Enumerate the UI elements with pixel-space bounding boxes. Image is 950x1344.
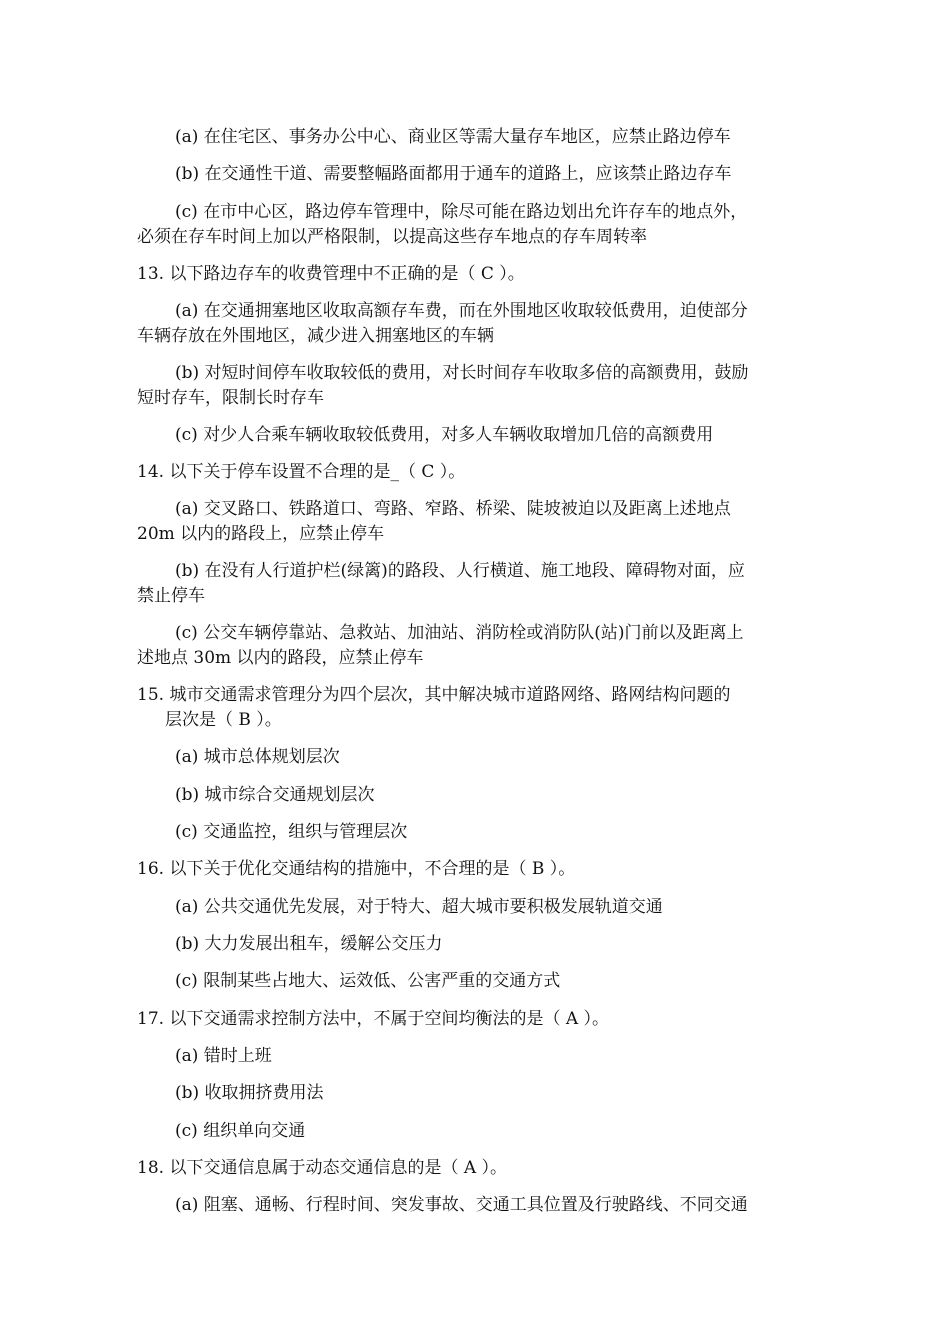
option-line: (b) 对短时间停车收取较低的费用，对长时间存车收取多倍的高额费用，鼓励 xyxy=(175,363,749,383)
option-line: (b) 城市综合交通规划层次 xyxy=(175,785,375,805)
continuation-line: 必须在存车时间上加以严格限制，以提高这些存车地点的存车周转率 xyxy=(137,227,647,247)
option-line: (b) 大力发展出租车，缓解公交压力 xyxy=(175,934,443,954)
question-continuation: 层次是（ B ）。 xyxy=(165,710,282,730)
option-line: (b) 收取拥挤费用法 xyxy=(175,1083,324,1103)
option-line: (c) 公交车辆停靠站、急救站、加油站、消防栓或消防队(站)门前以及距离上 xyxy=(175,623,744,643)
option-line: (c) 限制某些占地大、运效低、公害严重的交通方式 xyxy=(175,971,561,991)
continuation-line: 20m 以内的路段上，应禁止停车 xyxy=(137,524,385,544)
option-line: (b) 在交通性干道、需要整幅路面都用于通车的道路上，应该禁止路边存车 xyxy=(175,164,732,184)
question-18: 18. 以下交通信息属于动态交通信息的是（ A ）。 xyxy=(137,1158,508,1178)
option-line: (c) 对少人合乘车辆收取较低费用，对多人车辆收取增加几倍的高额费用 xyxy=(175,425,714,445)
question-17: 17. 以下交通需求控制方法中，不属于空间均衡法的是（ A ）。 xyxy=(137,1009,610,1029)
question-14: 14. 以下关于停车设置不合理的是_（ C ）。 xyxy=(137,462,466,482)
question-13: 13. 以下路边存车的收费管理中不正确的是（ C ）。 xyxy=(137,264,525,284)
continuation-line: 车辆存放在外围地区，减少进入拥塞地区的车辆 xyxy=(137,326,494,346)
option-line: (c) 组织单向交通 xyxy=(175,1121,306,1141)
continuation-line: 禁止停车 xyxy=(137,586,205,606)
option-line: (a) 城市总体规划层次 xyxy=(175,747,340,767)
continuation-line: 述地点 30m 以内的路段，应禁止停车 xyxy=(137,648,424,668)
option-line: (a) 在住宅区、事务办公中心、商业区等需大量存车地区，应禁止路边停车 xyxy=(175,127,731,147)
option-line: (a) 错时上班 xyxy=(175,1046,272,1066)
option-line: (a) 公共交通优先发展，对于特大、超大城市要积极发展轨道交通 xyxy=(175,897,663,917)
option-line: (a) 阻塞、通畅、行程时间、突发事故、交通工具位置及行驶路线、不同交通 xyxy=(175,1195,748,1215)
option-line: (c) 交通监控，组织与管理层次 xyxy=(175,822,408,842)
continuation-line: 短时存车，限制长时存车 xyxy=(137,388,324,408)
question-15: 15. 城市交通需求管理分为四个层次，其中解决城市道路网络、路网结构问题的 xyxy=(137,685,731,705)
question-16: 16. 以下关于优化交通结构的措施中，不合理的是（ B ）。 xyxy=(137,859,576,879)
option-line: (a) 交叉路口、铁路道口、弯路、窄路、桥梁、陡坡被迫以及距离上述地点 xyxy=(175,499,731,519)
option-line: (a) 在交通拥塞地区收取高额存车费，而在外围地区收取较低费用，迫使部分 xyxy=(175,301,748,321)
option-line: (c) 在市中心区，路边停车管理中，除尽可能在路边划出允许存车的地点外， xyxy=(175,202,748,222)
option-line: (b) 在没有人行道护栏(绿篱)的路段、人行横道、施工地段、障碍物对面，应 xyxy=(175,561,745,581)
